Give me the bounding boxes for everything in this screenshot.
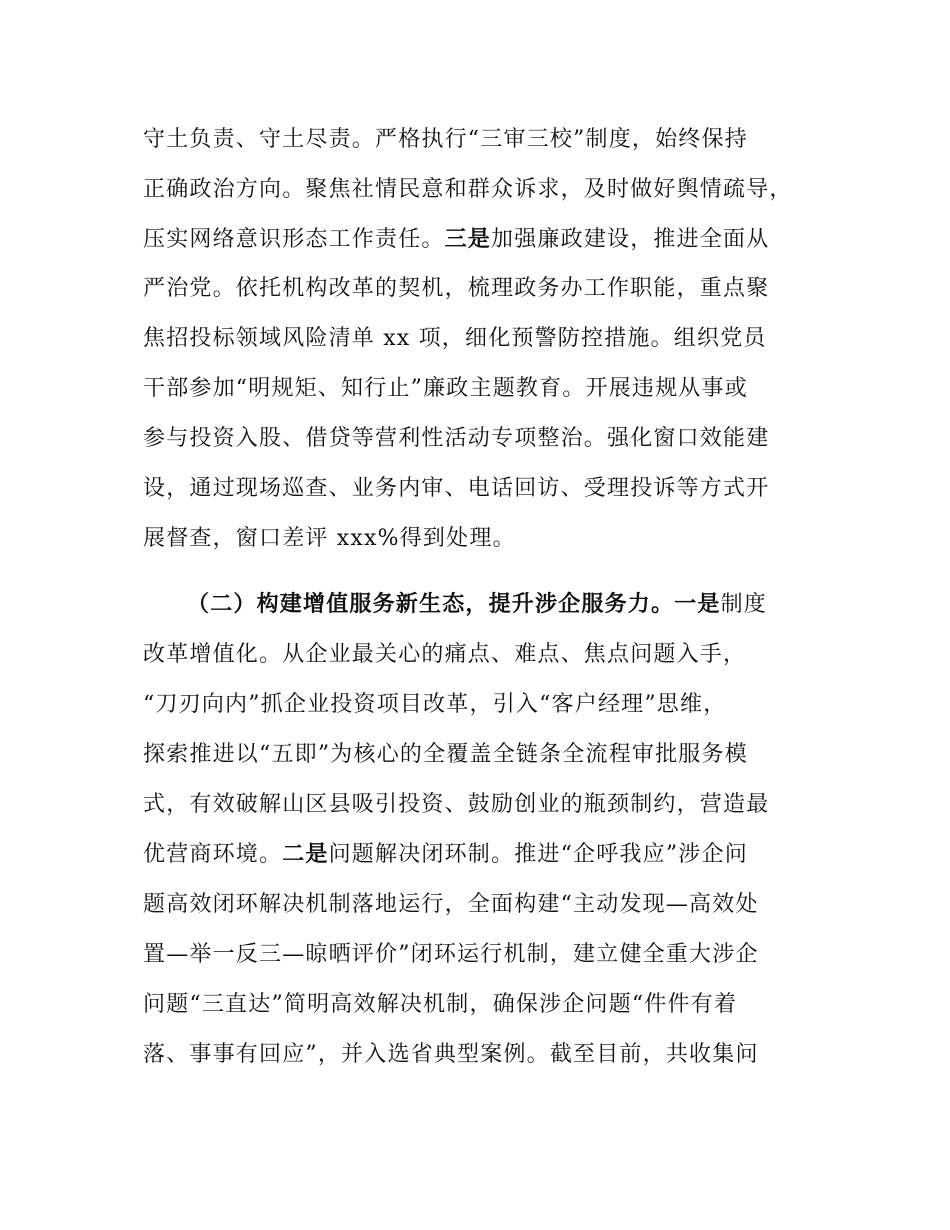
text-line-11 [143,640,746,670]
text-line-6 [143,374,748,404]
text-segment: 加强廉政建设，推进全面从 [491,227,770,252]
text-line-5 [143,324,767,354]
text-segment: 落、事事有回应”，并入选省典型案例。截至目前，共收集问 [143,1042,759,1067]
text-line-1 [143,125,748,155]
text-segment: 改革增值化。从企业最关心的痛点、难点、焦点问题入手， [143,642,747,667]
bold-keyword: 三是 [444,227,492,252]
text-line-19 [143,1040,759,1070]
text-line-14 [143,790,769,820]
text-segment: 制度 [720,592,768,617]
text-segment: 展督查，窗口差评 xxx%得到处理。 [143,526,516,551]
text-segment: 严治党。依托机构改革的契机，梳理政务办工作职能，重点聚 [143,276,770,301]
section-heading-line [187,590,767,620]
text-line-12 [143,690,726,720]
text-line-16 [143,890,759,920]
text-segment: 优营商环境。 [143,842,283,867]
text-line-9 [143,524,516,554]
text-line-17 [143,940,759,970]
text-segment: 探索推进以“五即”为核心的全覆盖全链条全流程审批服务模 [143,742,748,767]
text-segment: 参与投资入股、借贷等营利性活动专项整治。强化窗口效能建 [143,426,770,451]
text-segment: 守土负责、守土尽责。严格执行“三审三校”制度，始终保持 [143,127,748,152]
text-segment: 焦招投标领域风险清单 xx 项，细化预警防控措施。组织党员 [143,326,767,351]
section-heading: （二）构建增值服务新生态，提升涉企服务力。一是 [187,592,721,617]
text-segment: 干部参加“明规矩、知行止”廉政主题教育。开展违规从事或 [143,376,748,401]
text-line-4 [143,274,769,304]
text-segment: 题高效闭环解决机制落地运行，全面构建“主动发现—高效处 [143,892,759,917]
text-line-13 [143,740,748,770]
text-segment: 置—举一反三—晾晒评价”闭环运行机制，建立健全重大涉企 [143,942,759,967]
text-segment: 设，通过现场巡查、业务内审、电话回访、受理投诉等方式开 [143,476,770,501]
text-line-7 [143,424,769,454]
text-segment: 正确政治方向。聚焦社情民意和群众诉求，及时做好舆情疏导， [143,177,793,202]
text-segment: “刀刃向内”抓企业投资项目改革，引入“客户经理”思维， [143,692,727,717]
text-segment: 问题“三直达”简明高效解决机制，确保涉企问题“件件有着 [143,992,738,1017]
text-segment: 压实网络意识形态工作责任。 [143,227,445,252]
text-line-3 [143,225,769,255]
text-line-8 [143,474,769,504]
text-line-2 [143,175,793,205]
bold-keyword: 二是 [282,842,329,867]
text-line-15 [143,840,748,870]
text-segment: 式，有效破解山区县吸引投资、鼓励创业的瓶颈制约，营造最 [143,792,770,817]
text-segment: 问题解决闭环制。推进“企呼我应”涉企问 [328,842,748,867]
text-line-18 [143,990,737,1020]
